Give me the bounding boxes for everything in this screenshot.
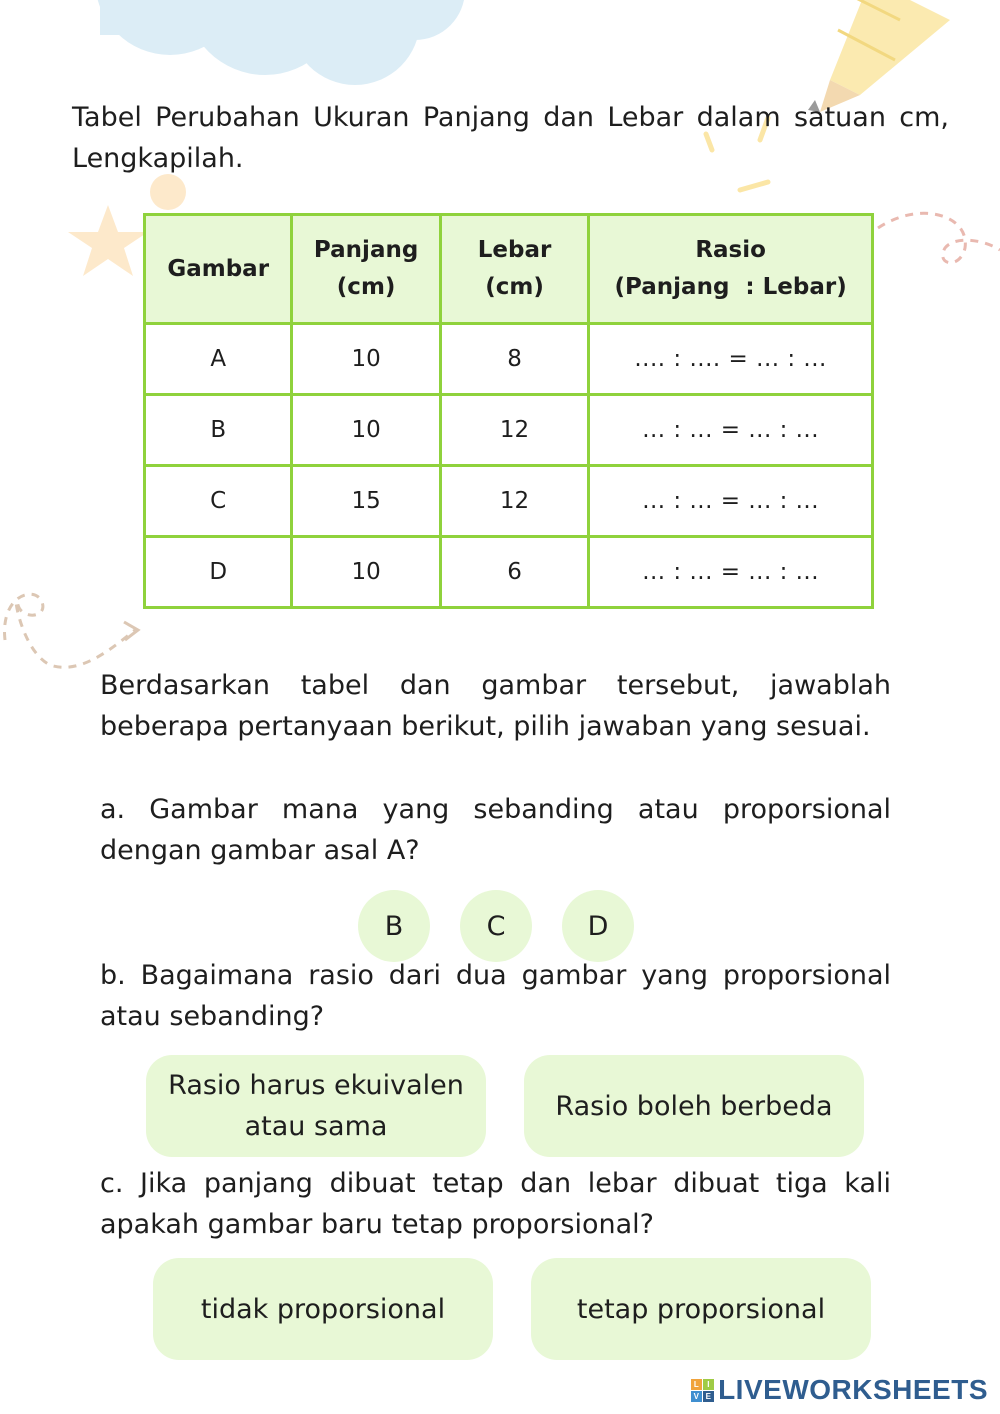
instruction-text: Berdasarkan tabel dan gambar tersebut, jawablah beberapa pertanyaan berikut, pilih jawaban yang sesuai. <box>100 670 891 742</box>
header-gambar: Gambar <box>145 215 292 324</box>
cell-gambar: D <box>145 537 292 608</box>
ratio-table <box>143 213 874 609</box>
header-lebar: Lebar (cm) <box>440 215 588 324</box>
option-c-not-proportional-button[interactable]: tidak proporsional <box>153 1258 493 1360</box>
arrow-head-shape <box>124 622 138 640</box>
header-rasio: Rasio (Panjang : Lebar) <box>589 215 873 324</box>
option-b-different-button[interactable]: Rasio boleh berbeda <box>524 1055 864 1157</box>
option-a-d-button[interactable]: D <box>562 890 634 962</box>
cell-gambar: C <box>145 466 292 537</box>
cell-panjang: 10 <box>292 537 440 608</box>
header-panjang: Panjang (cm) <box>292 215 440 324</box>
question-c-text: c. Jika panjang dibuat tetap dan lebar dibuat tiga kali apakah gambar baru tetap proporsional? <box>100 1168 891 1240</box>
cell-lebar: 12 <box>440 395 588 466</box>
option-a-b-button[interactable]: B <box>358 890 430 962</box>
table-header-row <box>145 215 873 324</box>
table-row <box>145 395 873 466</box>
cell-rasio: ... : ... = ... : ... <box>589 537 873 608</box>
cell-lebar: 12 <box>440 466 588 537</box>
liveworksheets-logo-icon: L I V E <box>691 1379 714 1402</box>
option-a-c-button[interactable]: C <box>460 890 532 962</box>
cell-panjang: 15 <box>292 466 440 537</box>
intro-text: Tabel Perubahan Ukuran Panjang dan Lebar dalam satuan cm, Lengkapilah. <box>72 102 949 174</box>
option-b-equivalent-button[interactable] <box>146 1055 486 1157</box>
table-row <box>145 324 873 395</box>
cell-lebar: 8 <box>440 324 588 395</box>
cell-rasio: .... : .... = ... : ... <box>589 324 873 395</box>
dot-shape <box>150 174 186 210</box>
dashed-swirl-left <box>5 594 135 667</box>
table-row <box>145 466 873 537</box>
liveworksheets-wordmark: LIVEWORKSHEETS <box>718 1374 988 1405</box>
cell-gambar: B <box>145 395 292 466</box>
option-b-equivalent-label: Rasio harus ekuivalen atau sama <box>168 1070 464 1142</box>
cell-panjang: 10 <box>292 324 440 395</box>
cell-rasio: ... : ... = ... : ... <box>589 395 873 466</box>
dashed-swirl-right <box>878 213 1000 262</box>
table-row <box>145 537 873 608</box>
pencil-shape <box>808 0 950 112</box>
question-b-text: b. Bagaimana rasio dari dua gambar yang proporsional atau sebanding? <box>100 960 891 1032</box>
cell-rasio: ... : ... = ... : ... <box>589 466 873 537</box>
option-c-proportional-button[interactable]: tetap proporsional <box>531 1258 871 1360</box>
question-a-text: a. Gambar mana yang sebanding atau proporsional dengan gambar asal A? <box>100 794 891 866</box>
cell-panjang: 10 <box>292 395 440 466</box>
cloud-shape <box>95 0 465 85</box>
star-shape <box>68 205 148 276</box>
cell-gambar: A <box>145 324 292 395</box>
cell-lebar: 6 <box>440 537 588 608</box>
liveworksheets-brand <box>691 1374 988 1406</box>
